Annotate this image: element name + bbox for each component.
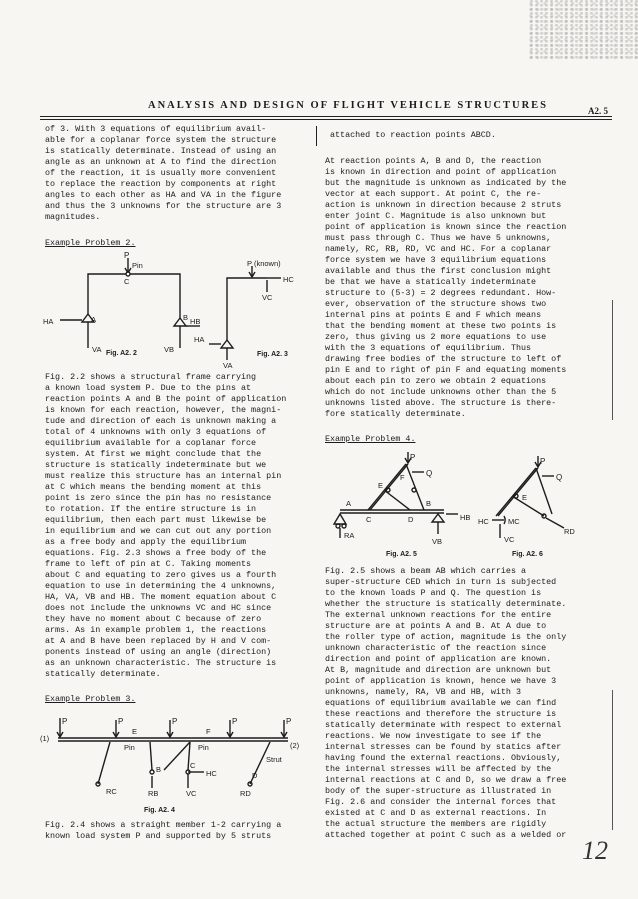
right-para-2: At reaction points A, B and D, the reaction is known in direction and point of application but the magnitude is unknown as indicated by the vector at each support. At point C, the re- action is unknown in direction because 2 struts enter joint C. Magnitude is also unknown but point of application is known since the reaction must pass through C. Thus we have 5 unknowns, namely, RC, RB, RD, VC and HC. For a coplanar force system we have 3 equilibrium equations available and thus the first conclusion might be that we have a statically indeterminate structure to (5-3) = 2 degrees redundant. How- ever, observation of the structure shows two internal pins at points E and F which means that the bending moment at these two points is zero, thus giving us 2 more equations to use with the 3 equations of equilibrium. Thus drawing free bodies of the structure to left of pin E and to right of pin F and equating moments about each pin to zero we obtain 2 equations which do not include unknowns other than the 5 unknowns listed above. The structure is there- fore statically determinate. <box>325 156 567 419</box>
label-P2: P <box>118 717 124 726</box>
label-VC: VC <box>262 293 273 302</box>
label-C: C <box>366 515 372 524</box>
label-Q: Q <box>426 469 433 478</box>
label-RA: RA <box>344 531 355 540</box>
left-para-2: Fig. 2.2 shows a structural frame carrying a known load system P. Due to the pins at reaction points A and B the point of application is known for each reaction, however, the magni- tude and direction of each is unknown making a total of 4 unknowns with only 3 equations of equilibrium available for a coplanar force system. At first we might conclude that the structure is statically indeterminate but we must realize this structure has an internal pin at C which means the bending moment at this point is zero since the pin has no resistance to rotation. If the entire structure is in equilibrium, then each part must likewise be in equilibrium and we can cut out any portion as a free body and apply the equilibrium equations. Fig. 2.3 shows a free body of the frame to left of pin at C. Taking moments about C and equating to zero gives us a fourth equation to use in determining the 4 unknowns, HA, VA, VB and HB. The moment equation about C does not include the unknowns VC and HC since they have no moment about C because of zero arms. As in example problem 1, the reactions at A and B have been replaced by H and V com- ponents instead of using an angle (direction) as an unknown characteristic. The structure is statically determinate. <box>45 372 287 679</box>
label-2: (2) <box>290 741 300 750</box>
frame-a22 <box>88 274 180 318</box>
column-divider <box>316 126 317 146</box>
figure-a2-2 <box>40 252 205 360</box>
label-P-known: P (known) <box>247 259 281 268</box>
label-HC: HC <box>478 517 489 526</box>
example-problem-3-heading: Example Problem 3. <box>45 694 136 704</box>
label-HC: HC <box>283 275 294 284</box>
label-HA: HA <box>43 317 54 326</box>
label-F: F <box>206 727 211 736</box>
caption-a2-5: Fig. A2. 5 <box>386 551 417 558</box>
label-VC: VC <box>504 535 515 544</box>
label-D: D <box>252 771 258 780</box>
figure-a2-4 <box>40 712 315 816</box>
label-C: C <box>190 761 196 770</box>
label-VA: VA <box>92 345 102 354</box>
label-pin-right: Pin <box>198 743 209 752</box>
label-E: E <box>378 481 384 490</box>
label-MC: MC <box>508 517 520 526</box>
label-HB: HB <box>460 513 471 522</box>
left-para-3: Fig. 2.4 shows a straight member 1-2 carrying a known load system P and supported by 5 struts <box>45 820 282 841</box>
label-B: B <box>183 313 189 322</box>
label-Q: Q <box>556 473 563 482</box>
label-RC: RC <box>106 787 117 796</box>
margin-mark-lower <box>612 690 613 830</box>
label-C: C <box>124 277 130 286</box>
label-P: P <box>540 457 546 466</box>
label-P: P <box>124 251 130 260</box>
label-RB: RB <box>148 789 159 798</box>
label-VC: VC <box>186 789 197 798</box>
label-HB: HB <box>190 317 201 326</box>
label-P: P <box>410 453 416 462</box>
frame-a23 <box>227 278 267 340</box>
caption-a2-6: Fig. A2. 6 <box>512 551 543 558</box>
label-P1: P <box>62 717 68 726</box>
label-B: B <box>426 499 432 508</box>
caption-a2-3: Fig. A2. 3 <box>257 351 288 358</box>
label-RD: RD <box>564 527 575 536</box>
example-problem-4-heading: Example Problem 4. <box>325 434 416 444</box>
caption-a2-2: Fig. A2. 2 <box>106 350 137 357</box>
label-strut: Strut <box>266 755 282 764</box>
header-rule-bottom <box>40 119 612 120</box>
label-P4: P <box>232 717 238 726</box>
header-title: ANALYSIS AND DESIGN OF FLIGHT VEHICLE STRUCTURES <box>148 100 549 111</box>
header-page-ref: A2. 5 <box>588 106 608 116</box>
label-F: F <box>400 473 405 482</box>
figure-a2-6 <box>478 454 608 562</box>
label-HA: HA <box>194 335 205 344</box>
left-para-1: of 3. With 3 equations of equilibrium avail- able for a coplanar force system the structure is statically determinate. Instead of using an angle as an unknown at A to find the direction of the reaction, it is usually more convenient to replace the reaction by components at right angles to each other as HA and VA in the figure and thus the 3 unknowns for the structure are 3 magnitudes. <box>45 124 282 222</box>
label-B: B <box>156 765 162 774</box>
right-para-1: attached to reaction points ABCD. <box>330 130 496 140</box>
figure-a2-5 <box>328 450 478 560</box>
example-problem-2-heading: Example Problem 2. <box>45 238 136 248</box>
label-pin-left: Pin <box>124 743 135 752</box>
right-para-3: Fig. 2.5 shows a beam AB which carries a super-structure CED which in turn is subjected to the known loads P and Q. The question is whether the structure is statically determinate. The external unknown reactions for the entire structure are at points A and B. At A due to the roller type of action, magnitude is the only unknown characteristic of the reaction since direction and point of application are known. At B, magnitude and direction are unknown but point of application is known, hence we have 3 unknowns, namely, RA, VB and HB, with 3 equations of equilibrium available we can find these reactions and therefore the structure is statically determinate with respect to external reactions. We now investigate to see if the internal stresses can be found by statics after having found the external reactions. Obviously, the internal stresses will be affected by the internal reactions at C and D, so we draw a free body of the super-structure as illustrated in Fig. 2.6 and consider the internal forces that existed at C and D as external reactions. In the actual structure the members are rigidly attached together at point C such as a welded or <box>325 566 567 840</box>
label-VA: VA <box>223 361 233 370</box>
label-A: A <box>91 315 97 324</box>
label-P3: P <box>172 717 178 726</box>
label-P5: P <box>286 717 292 726</box>
label-E: E <box>522 493 528 502</box>
header-rule-top <box>40 116 612 117</box>
label-VB: VB <box>432 537 443 546</box>
page-number: 12 <box>582 836 608 865</box>
label-E: E <box>132 727 138 736</box>
label-RD: RD <box>240 789 251 798</box>
label-D: D <box>408 515 414 524</box>
label-VB: VB <box>164 345 175 354</box>
scan-speckle <box>528 0 638 60</box>
label-1: (1) <box>40 734 50 743</box>
label-HC: HC <box>206 769 217 778</box>
margin-mark <box>612 300 613 420</box>
label-A: A <box>346 499 352 508</box>
label-pin: Pin <box>132 261 143 270</box>
caption-a2-4: Fig. A2. 4 <box>144 807 175 814</box>
